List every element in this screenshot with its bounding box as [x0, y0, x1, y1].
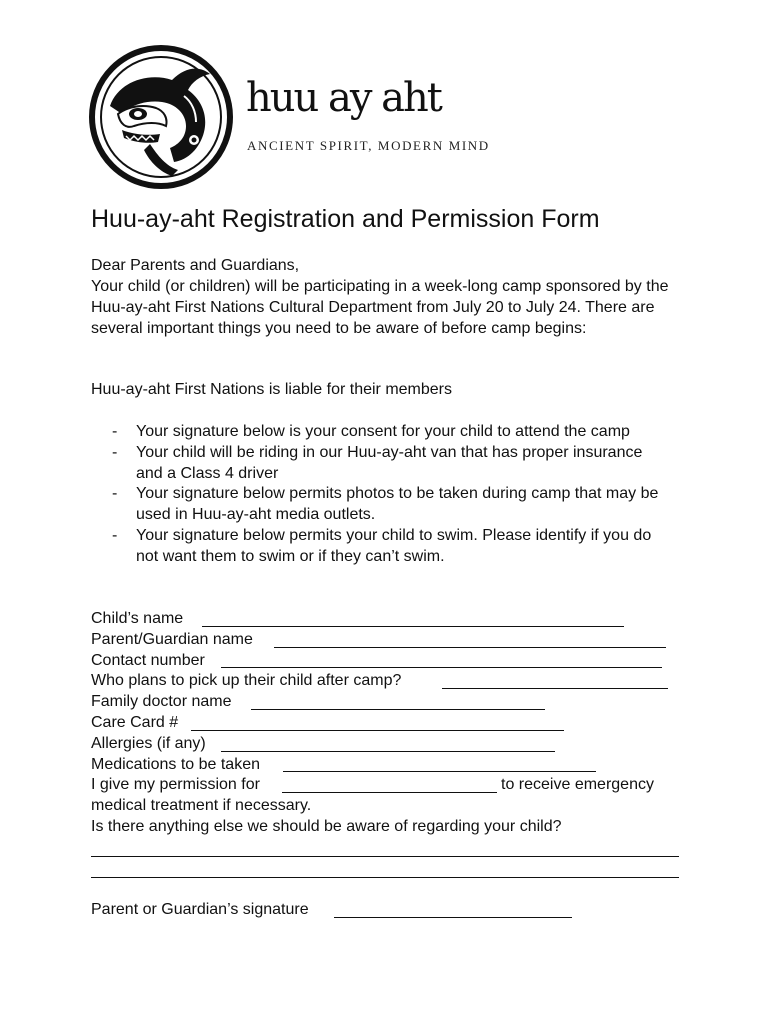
medications-label: Medications to be taken [91, 755, 260, 773]
contact-number-field[interactable] [221, 667, 662, 668]
letter-greeting: Dear Parents and Guardians, [91, 257, 300, 274]
bullet-text: Your signature below permits your child to swim. Please identify if you do not want them to swim or if they can’t swim. [136, 526, 652, 565]
signature-row [91, 900, 691, 921]
permission-child-name-field[interactable] [282, 792, 497, 793]
logo-wordmark: huu ay aht [246, 75, 441, 121]
permission-line2-label: medical treatment if necessary. [91, 797, 312, 815]
registration-fields [91, 609, 691, 838]
consent-bullet-list [112, 422, 672, 568]
list-item [112, 422, 672, 443]
permission-line2-row [91, 796, 691, 817]
parent-guardian-name-field[interactable] [274, 647, 666, 648]
contact-number-row [91, 651, 691, 672]
page-title: Huu-ay-aht Registration and Permission Form [91, 205, 600, 233]
bullet-dash: - [112, 485, 118, 503]
bullet-dash: - [112, 443, 118, 461]
family-doctor-row [91, 692, 691, 713]
permission-suffix-label: to receive emergency [501, 776, 654, 794]
childs-name-label: Child’s name [91, 610, 184, 627]
list-item [112, 526, 672, 568]
allergies-label: Allergies (if any) [91, 734, 206, 752]
bullet-dash: - [112, 423, 118, 440]
pickup-label: Who plans to pick up their child after camp? [91, 672, 402, 690]
huu-ay-aht-orca-emblem-icon [88, 44, 234, 190]
allergies-field[interactable] [221, 751, 555, 752]
care-card-row [91, 713, 691, 734]
family-doctor-field[interactable] [251, 709, 545, 710]
family-doctor-label: Family doctor name [91, 693, 232, 711]
list-item [112, 484, 672, 526]
permission-row [91, 775, 691, 796]
care-card-label: Care Card # [91, 713, 179, 731]
signature-field[interactable] [334, 917, 572, 918]
parent-guardian-name-label: Parent/Guardian name [91, 630, 253, 648]
childs-name-field[interactable] [202, 626, 624, 627]
bullet-text: Your signature below is your consent for your child to attend the camp [136, 423, 630, 440]
logo-tagline: ANCIENT SPIRIT, MODERN MIND [247, 138, 490, 153]
care-card-field[interactable] [191, 730, 564, 731]
anything-else-row [91, 817, 691, 838]
anything-else-answer-line-2[interactable] [91, 877, 679, 878]
bullet-text: Your child will be riding in our Huu-ay-aht van that has proper insurance and a Class 4 driver [136, 443, 643, 482]
letter-liability-statement: Huu-ay-aht First Nations is liable for their members [91, 381, 453, 398]
bullet-dash: - [112, 526, 118, 544]
parent-guardian-name-row [91, 630, 691, 651]
letter-intro: Your child (or children) will be participating in a week-long camp sponsored by the Huu-ay-aht First Nations Cultural Department from July 20 to July 24. There are several important things you need to be aware of before camp begins: [91, 278, 669, 337]
medications-row [91, 755, 691, 776]
contact-number-label: Contact number [91, 651, 205, 669]
signature-label: Parent or Guardian’s signature [91, 901, 309, 918]
childs-name-row [91, 609, 691, 630]
medications-field[interactable] [283, 771, 596, 772]
bullet-text: Your signature below permits photos to be taken during camp that may be used in Huu-ay-aht media outlets. [136, 485, 659, 524]
list-item [112, 443, 672, 485]
anything-else-answer-line-1[interactable] [91, 856, 679, 857]
allergies-row [91, 734, 691, 755]
anything-else-label: Is there anything else we should be aware of regarding your child? [91, 817, 562, 835]
pickup-row [91, 671, 691, 692]
permission-prefix-label: I give my permission for [91, 776, 260, 794]
pickup-field[interactable] [442, 688, 668, 689]
